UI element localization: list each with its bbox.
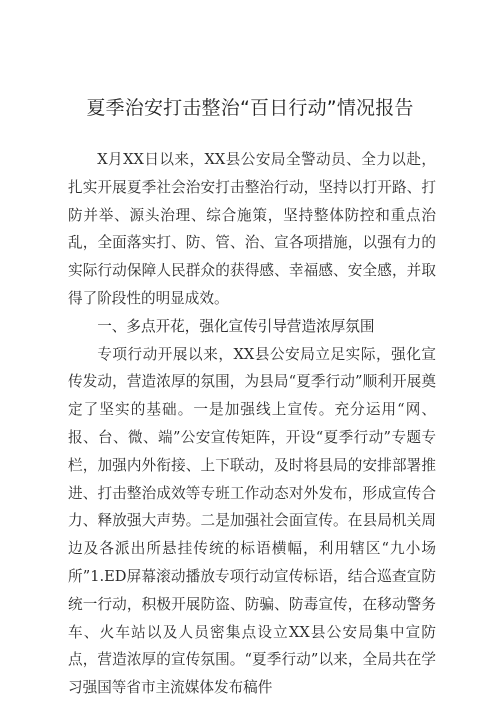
intro-paragraph: X月XX日以来，XX县公安局全警动员、全力以赴，扎实开展夏季社会治安打击整治行动，坚持以打开路、打防并举、源头治理、综合施策，坚持整体防控和重点治乱，全面落实打、防、管、治、宣各项措施，以强有力的实际行动保障人民群众的获得感、幸福感、安全感，并取得了阶段性的明显成效。 — [68, 151, 436, 307]
section-heading: 一、多点开花，强化宣传引导营造浓厚氛围 — [97, 317, 375, 335]
document-title: 夏季治安打击整治“百日行动”情况报告 — [86, 97, 414, 119]
section-paragraph: 专项行动开展以来，XX县公安局立足实际，强化宣传发动，营造浓厚的氛围，为县局“夏季行动”顺利开展奠定了坚实的基础。一是加强线上宣传。充分运用“网、报、台、微、端”公安宣传矩阵，开设“夏季行动”专题专栏，加强内外衔接、上下联动，及时将县局的安排部署推进、打击整治成效等专班工作动态对外发布，形成宣传合力、释放强大声势。二是加强社会面宣传。在县局机关周边及各派出所悬挂传统的标语横幅，利用辖区“九小场所”1.ED屏幕滚动播放专项行动宣传标语，结合巡查宣防统一行动，积极开展防盗、防骗、防毒宣传，在移动警务车、火车站以及人员密集点设立XX县公安局集中宣防点，营造浓厚的宣传氛围。“夏季行动”以来，全局共在学习强国等省市主流媒体发布稿件 — [68, 345, 436, 697]
document-body — [68, 146, 436, 702]
